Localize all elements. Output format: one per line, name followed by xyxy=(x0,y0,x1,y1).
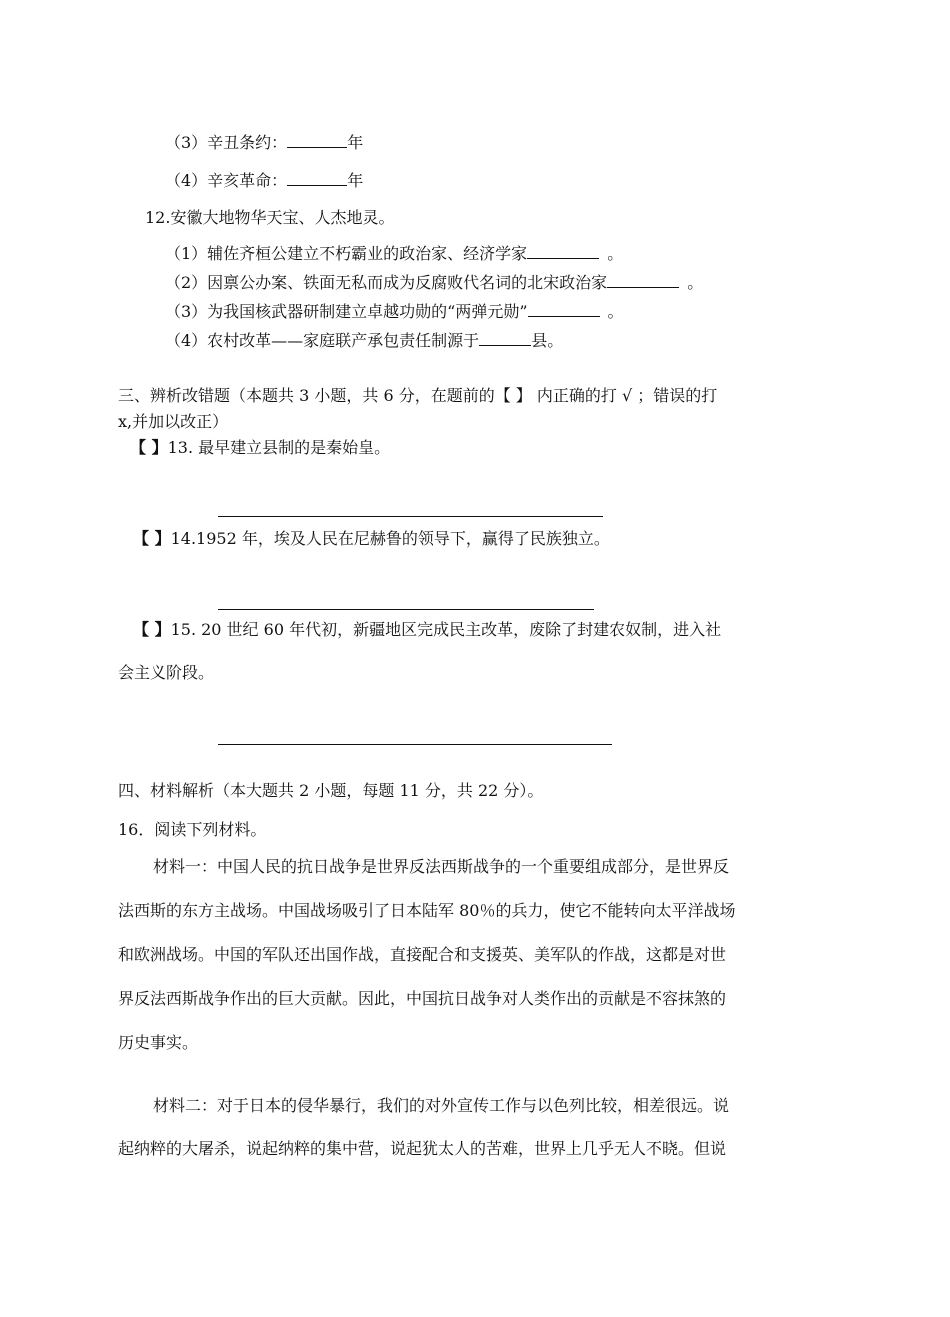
q11-item3-suffix: 年 xyxy=(347,133,364,152)
q12-item1-end: 。 xyxy=(607,244,624,263)
q11-item3 xyxy=(165,133,363,153)
q14 xyxy=(133,529,610,549)
q12-item2-text: （2）因禀公办案、铁面无私而成为反腐败代名词的北宋政治家 xyxy=(165,273,608,292)
q13-text: 13. 最早建立县制的是秦始皇。 xyxy=(167,438,391,457)
q12-stem: 12.安徽大地物华天宝、人杰地灵。 xyxy=(145,208,395,227)
q14-text: 14.1952 年，埃及人民在尼赫鲁的领导下，赢得了民族独立。 xyxy=(170,529,610,548)
q13-answer-bracket[interactable]: 【 】 xyxy=(130,438,168,457)
q15-continuation: 会主义阶段。 xyxy=(118,663,215,682)
q15 xyxy=(133,620,721,640)
section3-title-line1: 三、辨析改错题（本题共 3 小题，共 6 分，在题前的【 】 内正确的打 √ ；错误的打 xyxy=(118,386,718,405)
q14-correction-line[interactable] xyxy=(218,609,594,610)
q15-correction-line[interactable] xyxy=(218,744,612,745)
q11-item3-label: （3）辛丑条约： xyxy=(165,133,288,152)
q12-item2-end: 。 xyxy=(687,273,704,292)
q12-item2 xyxy=(165,273,703,293)
section3-title-line2: x,并加以改正） xyxy=(118,412,229,431)
q12-item4-text: （4）农村改革——家庭联产承包责任制源于 xyxy=(165,331,480,350)
q14-answer-bracket[interactable]: 【 】 xyxy=(133,529,171,548)
material2-line: 起纳粹的大屠杀，说起纳粹的集中营，说起犹太人的苦难，世界上几乎无人不晓。但说 xyxy=(118,1139,727,1158)
answer-blank[interactable] xyxy=(527,244,599,259)
answer-blank[interactable] xyxy=(287,171,347,186)
q16-stem: 16．阅读下列材料。 xyxy=(118,820,267,839)
q12-item1-text: （1）辅佐齐桓公建立不朽霸业的政治家、经济学家 xyxy=(165,244,528,263)
q12-item1 xyxy=(165,244,623,264)
material1-line: 历史事实。 xyxy=(118,1033,199,1052)
q15-text: 15. 20 世纪 60 年代初，新疆地区完成民主改革，废除了封建农奴制，进入社 xyxy=(170,620,722,639)
answer-blank[interactable] xyxy=(287,133,347,148)
answer-blank[interactable] xyxy=(479,331,531,346)
q12-item4-end: 县。 xyxy=(531,331,564,350)
material1-line: 法西斯的东方主战场。中国战场吸引了日本陆军 80％的兵力，使它不能转向太平洋战场 xyxy=(118,901,736,920)
section4-title: 四、材料解析（本大题共 2 小题，每题 11 分，共 22 分）。 xyxy=(118,781,544,800)
material1-line: 和欧洲战场。中国的军队还出国作战，直接配合和支援英、美军队的作战，这都是对世 xyxy=(118,945,727,964)
q11-item4-suffix: 年 xyxy=(347,171,364,190)
q12-item3-end: 。 xyxy=(607,302,624,321)
material2-line: 材料二：对于日本的侵华暴行，我们的对外宣传工作与以色列比较，相差很远。说 xyxy=(153,1096,730,1115)
material1-line: 界反法西斯战争作出的巨大贡献。因此，中国抗日战争对人类作出的贡献是不容抹煞的 xyxy=(118,989,727,1008)
q11-item4-label: （4）辛亥革命： xyxy=(165,171,288,190)
q13-correction-line[interactable] xyxy=(218,516,603,517)
q12-item4 xyxy=(165,331,563,351)
q12-item3 xyxy=(165,302,624,322)
q12-item3-text: （3）为我国核武器研制建立卓越功勋的“两弹元勋” xyxy=(165,302,528,321)
material1-line: 材料一：中国人民的抗日战争是世界反法西斯战争的一个重要组成部分，是世界反 xyxy=(153,857,730,876)
q15-answer-bracket[interactable]: 【 】 xyxy=(133,620,171,639)
q13 xyxy=(130,438,390,458)
answer-blank[interactable] xyxy=(607,273,679,288)
answer-blank[interactable] xyxy=(528,302,600,317)
q11-item4 xyxy=(165,171,363,191)
